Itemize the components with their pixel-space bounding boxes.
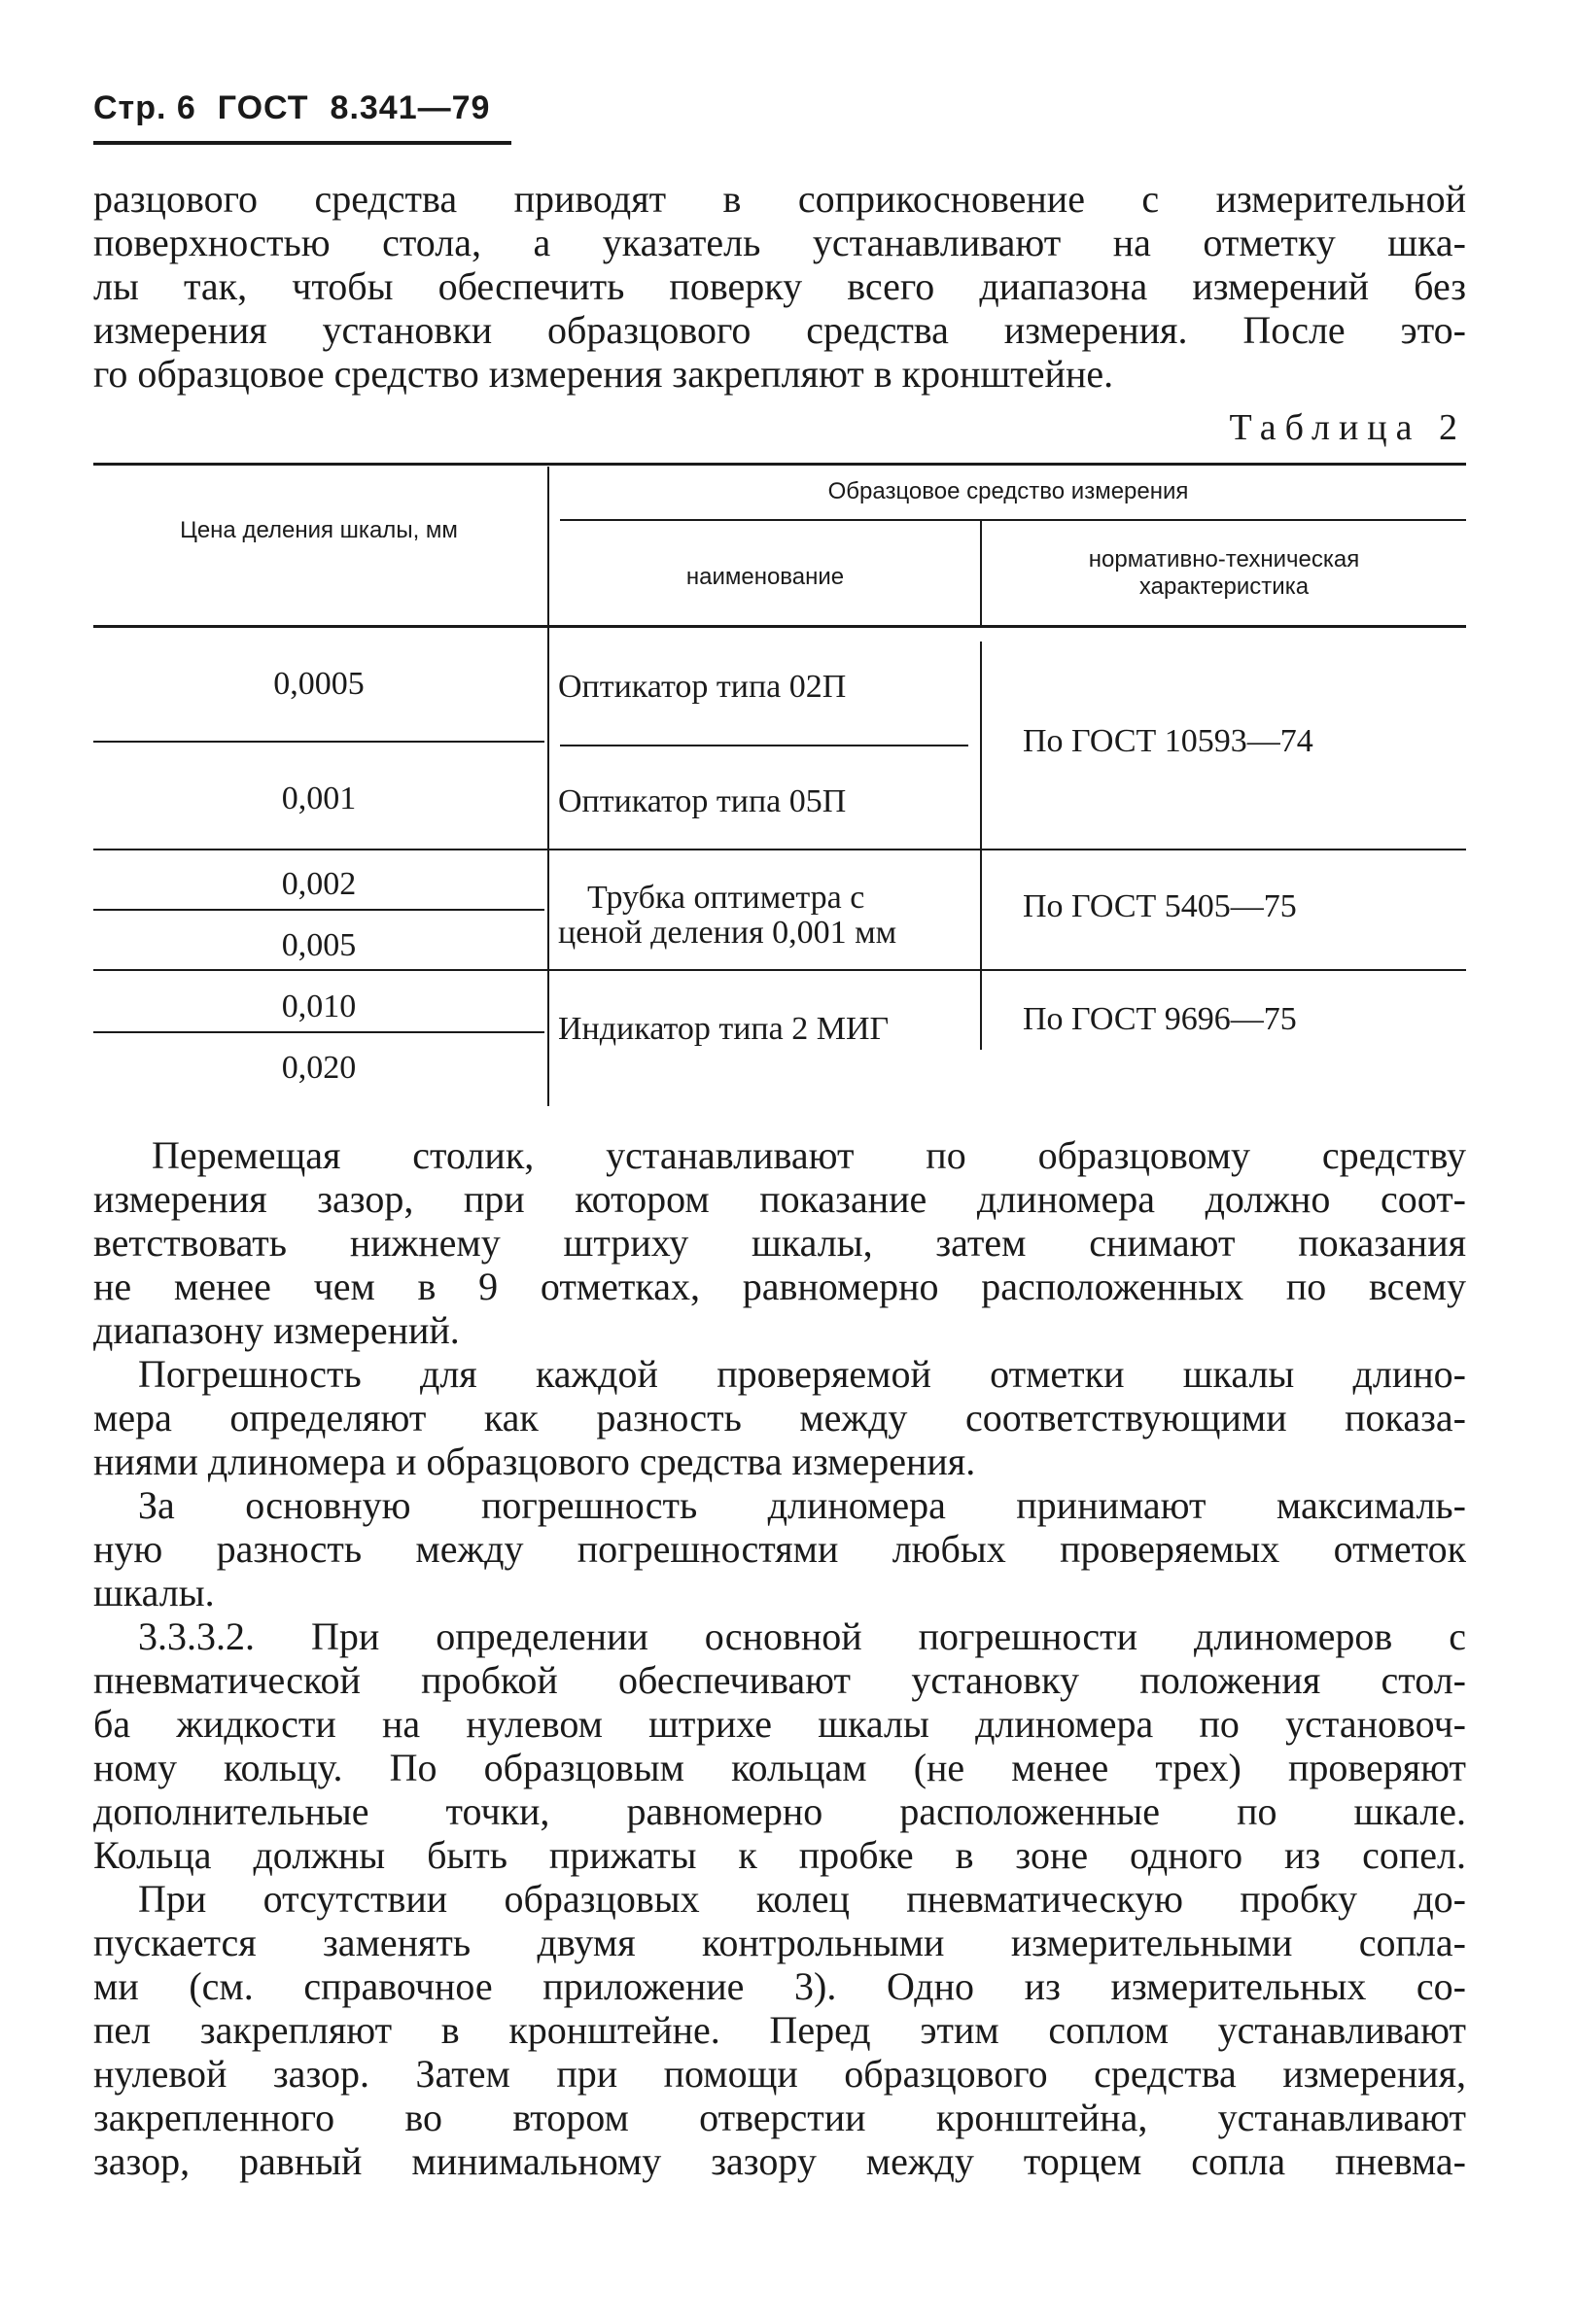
instrument-name: Индикатор типа 2 МИГ — [558, 1011, 890, 1047]
text-line: Перемещая столик, устанавливают по образцовому средству — [152, 1133, 1466, 1177]
instrument-name: Оптикатор типа 02П — [558, 669, 847, 705]
text-line: поверхностью стола, а указатель устанавливают на отметку шка- — [93, 221, 1466, 264]
scale-value: 0,010 — [281, 989, 357, 1024]
row-rule — [93, 909, 544, 911]
scale-value: 0,0005 — [273, 666, 365, 702]
table-title: Таблица 2 — [1229, 407, 1466, 448]
text-line: За основную погрешность длиномера принимают максималь- — [138, 1483, 1466, 1527]
header-spec — [982, 546, 1466, 601]
instrument-line: Трубка оптиметра с — [587, 880, 865, 916]
text-line: При отсутствии образцовых колец пневматическую пробку до- — [138, 1877, 1466, 1921]
text-line: го образцовое средство измерения закрепляют в кронштейне. — [93, 352, 1114, 396]
text-line: мера определяют как разность между соответствующими показа- — [93, 1396, 1466, 1439]
standard-label: ГОСТ — [217, 89, 309, 126]
table-top-rule — [93, 463, 1466, 466]
row-rule — [93, 1031, 544, 1033]
scale-value: 0,002 — [281, 866, 357, 902]
text-line: разцового средства приводят в соприкосновение с измерительной — [93, 177, 1466, 221]
text-line: пневматической пробкой обеспечивают установку положения стол- — [93, 1658, 1466, 1702]
text-line: ному кольцу. По образцовым кольцам (не менее трех) проверяют — [93, 1746, 1466, 1789]
row-rule — [93, 741, 544, 743]
standard-number: 8.341—79 — [330, 89, 491, 126]
body-text — [93, 1133, 1466, 2183]
text-line: ную разность между погрешностями любых проверяемых отметок — [93, 1527, 1466, 1571]
text-line: зазор, равный минимальному зазору между торцем сопла пневма- — [93, 2139, 1466, 2183]
scale-value: 0,001 — [281, 780, 357, 816]
text-line: 3.3.3.2. При определении основной погрешности длиномеров с — [138, 1614, 1466, 1658]
text-line: измерения установки образцового средства измерения. После это- — [93, 308, 1466, 352]
spec-value: По ГОСТ 10593—74 — [1023, 723, 1313, 759]
text-line: Кольца должны быть прижаты к пробке в зоне одного из сопел. — [93, 1833, 1466, 1877]
instrument-line: ценой деления 0,001 мм — [558, 915, 897, 951]
page-number: Стр. 6 — [93, 89, 196, 126]
header-spec-line: характеристика — [1138, 573, 1310, 600]
text-line: ба жидкости на нулевом штрихе шкалы длиномера по установоч- — [93, 1702, 1466, 1746]
header-scale: Цена деления шкалы, мм — [180, 517, 458, 543]
header-group: Образцовое средство измерения — [827, 478, 1189, 504]
text-line: не менее чем в 9 отметках, равномерно расположенных по всему — [93, 1265, 1466, 1308]
header-bottom-rule — [93, 625, 1466, 628]
text-line: ми (см. справочное приложение 3). Одно из измерительных со- — [93, 1964, 1466, 2008]
text-line: дополнительные точки, равномерно расположенные по шкале. — [93, 1789, 1466, 1833]
instrument-name: Оптикатор типа 05П — [558, 783, 847, 819]
column-rule — [547, 467, 549, 1106]
text-line: закрепленного во втором отверстии кронштейна, устанавливают — [93, 2096, 1466, 2139]
spec-value: По ГОСТ 5405—75 — [1023, 888, 1297, 924]
instrument-name — [558, 881, 976, 951]
column-rule — [980, 642, 982, 1050]
text-line: измерения зазор, при котором показание длиномера должно соот- — [93, 1177, 1466, 1221]
row-rule — [93, 849, 1466, 850]
text-line: Погрешность для каждой проверяемой отметки шкалы длино- — [138, 1352, 1466, 1396]
scale-value: 0,020 — [281, 1050, 357, 1086]
text-line: пел закрепляют в кронштейне. Перед этим соплом устанавливают — [93, 2008, 1466, 2052]
header-name: наименование — [685, 564, 845, 590]
header-group-rule — [560, 519, 1466, 521]
text-line: пускается заменять двумя контрольными измерительными сопла- — [93, 1921, 1466, 1964]
row-rule — [560, 745, 968, 746]
text-line: нулевой зазор. Затем при помощи образцового средства измерения, — [93, 2052, 1466, 2096]
spec-value: По ГОСТ 9696—75 — [1023, 1001, 1297, 1037]
text-line: ниями длиномера и образцового средства измерения. — [93, 1439, 976, 1483]
text-line: диапазону измерений. — [93, 1308, 460, 1352]
header-spec-line: нормативно-техническая — [1088, 546, 1360, 572]
text-line: шкалы. — [93, 1571, 215, 1614]
row-rule — [93, 969, 1466, 971]
text-line: лы так, чтобы обеспечить поверку всего диапазона измерений без — [93, 264, 1466, 308]
text-line: ветствовать нижнему штриху шкалы, затем снимают показания — [93, 1221, 1466, 1265]
scale-value: 0,005 — [281, 927, 357, 963]
